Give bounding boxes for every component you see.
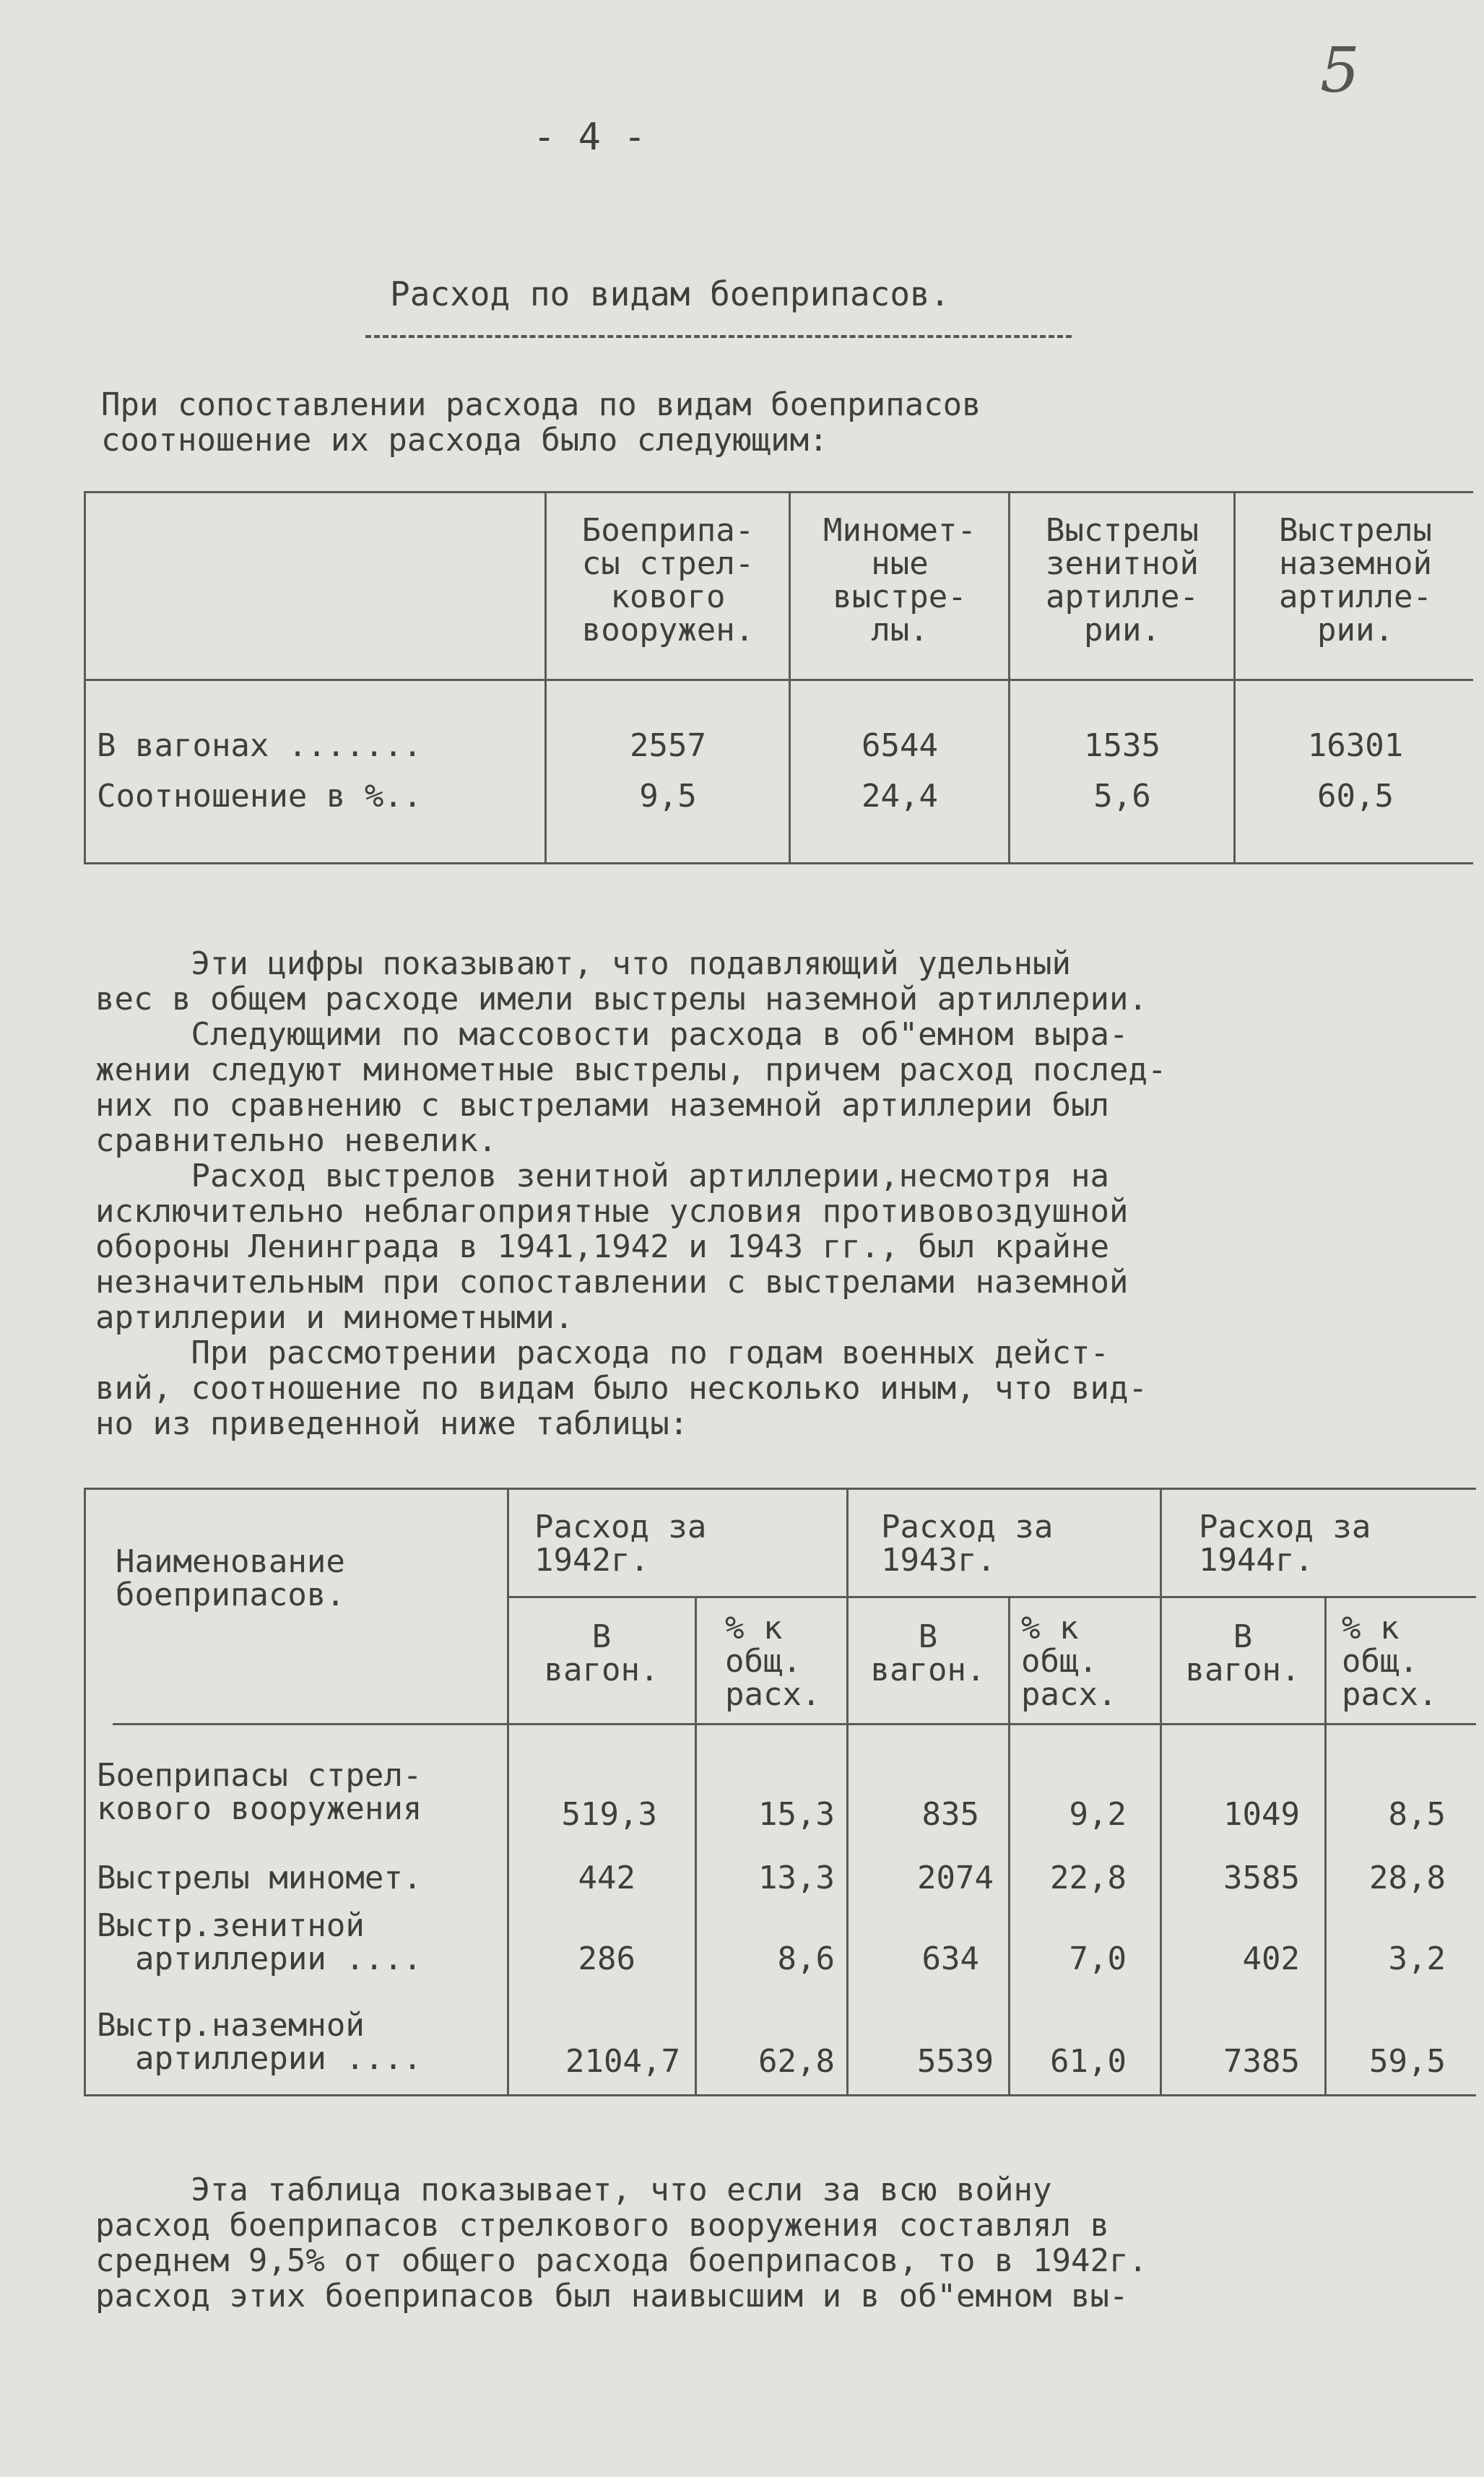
table2-year-header: Расход за 1943г. — [881, 1509, 1054, 1579]
intro-paragraph: При сопоставлении расхода по видам боеприпасов соотношение их расхода было следующим: — [101, 386, 981, 459]
table1-cell: 16301 — [1307, 727, 1404, 764]
table2-row-name: Выстр.наземной артиллерии .... — [97, 2007, 422, 2077]
table2-cell: 402 — [1242, 1940, 1300, 1977]
table2-cell: 835 — [921, 1796, 979, 1833]
table2-header-border — [113, 1723, 1476, 1725]
conclusion-paragraph: Эта таблица показывает, что если за всю войну расход боеприпасов стрелкового вооружения составлял в среднем 9,5% от общего расхода боеприпасов, то в 1942г. расход этих боеприпасов был наивысшим и в об"емном вы- — [95, 2172, 1147, 2315]
table1-cell: 9,5 — [639, 778, 697, 815]
table2-row-name: Выстрелы миномет. — [97, 1860, 422, 1896]
table1-cell: 24,4 — [862, 778, 938, 815]
table2-cell: 3,2 — [1388, 1940, 1446, 1977]
analysis-paragraph: Эти цифры показывают, что подавляющий удельный вес в общем расходе имели выстрелы наземной артиллерии. Следующими по массовости расхода в об"емном выра- жении следуют минометные выстрелы, причем расход послед- них по сравнению с выстрелами наземной артиллерии был сравнительно невелик. Расход выстрелов зенитной артиллерии,несмотря на исключительно неблагоприятные условия противовоздушной обороны Ленинграда в 1941,1942 и 1943 гг., был крайне незначительным при сопоставлении с выстрелами наземной артиллерии и минометными. При рассмотрении расхода по годам военных дейст- вий, соотношение по видам было несколько иным, что вид- но из приведенной ниже таблицы: — [95, 945, 1167, 1442]
table2-cell: 3585 — [1223, 1860, 1300, 1896]
table1-col-header: Выстрелы наземной артилле- рии. — [1279, 512, 1432, 648]
section-title: Расход по видам боеприпасов. — [390, 274, 950, 313]
table2-cell: 8,6 — [777, 1940, 835, 1977]
table1-row-label: Соотношение в %.. — [97, 778, 422, 815]
table2-divider — [1008, 1596, 1010, 2096]
table1-col-header: Боеприпа- сы стрел- кового вооружен. — [581, 512, 755, 648]
table2-cell: 22,8 — [1050, 1860, 1127, 1896]
page-number: - 4 - — [533, 116, 646, 159]
table2-subheader-percent: % к общ. расх. — [1342, 1610, 1438, 1713]
table2-subheader-wagons: В вагон. — [1185, 1618, 1301, 1688]
table2-cell: 1049 — [1223, 1796, 1300, 1833]
table2-subheader-percent: % к общ. расх. — [725, 1610, 821, 1713]
table1-bottom-border — [84, 862, 1473, 864]
table2-subheader-wagons: В вагон. — [870, 1618, 986, 1688]
table2-cell: 7,0 — [1069, 1940, 1127, 1977]
table1-cell: 6544 — [862, 727, 938, 764]
table1-header-border — [84, 679, 1473, 681]
table1-col-header: Миномет- ные выстре- лы. — [823, 512, 976, 648]
table1-cell: 1535 — [1084, 727, 1160, 764]
table2-cell: 59,5 — [1369, 2043, 1446, 2080]
table2-divider — [507, 1488, 509, 2096]
table2-name-header: Наименование боеприпасов. — [116, 1543, 345, 1613]
table2-subheader-percent: % к общ. расх. — [1021, 1610, 1117, 1713]
table2-divider — [846, 1488, 849, 2096]
table2-row-name: Выстр.зенитной артиллерии .... — [97, 1907, 422, 1977]
table2-cell: 61,0 — [1050, 2043, 1127, 2080]
table1-left-border — [84, 491, 86, 864]
table2-cell: 13,3 — [758, 1860, 835, 1896]
table2-cell: 2104,7 — [565, 2043, 680, 2080]
handwritten-sheet-number: 5 — [1320, 35, 1360, 107]
table2-cell: 62,8 — [758, 2043, 835, 2080]
table2-cell: 15,3 — [758, 1796, 835, 1833]
table1-divider — [1233, 491, 1236, 864]
table2-subheader-wagons: В вагон. — [544, 1618, 659, 1688]
table1-cell: 5,6 — [1093, 778, 1151, 815]
table2-cell: 286 — [578, 1940, 635, 1977]
table1-top-border — [84, 491, 1473, 493]
table2-row-name: Боеприпасы стрел- кового вооружения — [97, 1757, 422, 1827]
table2-cell: 442 — [578, 1860, 635, 1896]
table2-cell: 8,5 — [1388, 1796, 1446, 1833]
table2-year-border — [507, 1596, 1476, 1598]
table2-divider — [695, 1596, 697, 2096]
table2-cell: 2074 — [917, 1860, 994, 1896]
table2-year-header: Расход за 1944г. — [1199, 1509, 1371, 1579]
table2-bottom-border — [84, 2094, 1476, 2096]
table1-row-label: В вагонах ....... — [97, 727, 422, 764]
table1-col-header: Выстрелы зенитной артилле- рии. — [1046, 512, 1199, 648]
table2-year-header: Расход за 1942г. — [534, 1509, 707, 1579]
title-underline — [365, 335, 1072, 338]
table2-divider — [1324, 1596, 1327, 2096]
table2-divider — [1160, 1488, 1162, 2096]
table1-cell: 60,5 — [1317, 778, 1394, 815]
table1-divider — [544, 491, 547, 864]
table1-cell: 2557 — [630, 727, 706, 764]
table1-divider — [1008, 491, 1010, 864]
table2-cell: 5539 — [917, 2043, 994, 2080]
table2-cell: 7385 — [1223, 2043, 1300, 2080]
table2-cell: 9,2 — [1069, 1796, 1127, 1833]
table2-cell: 28,8 — [1369, 1860, 1446, 1896]
table2-cell: 634 — [921, 1940, 979, 1977]
table2-cell: 519,3 — [561, 1796, 657, 1833]
table1-divider — [789, 491, 791, 864]
table2-top-border — [84, 1488, 1476, 1490]
table2-left-border — [84, 1488, 86, 2096]
